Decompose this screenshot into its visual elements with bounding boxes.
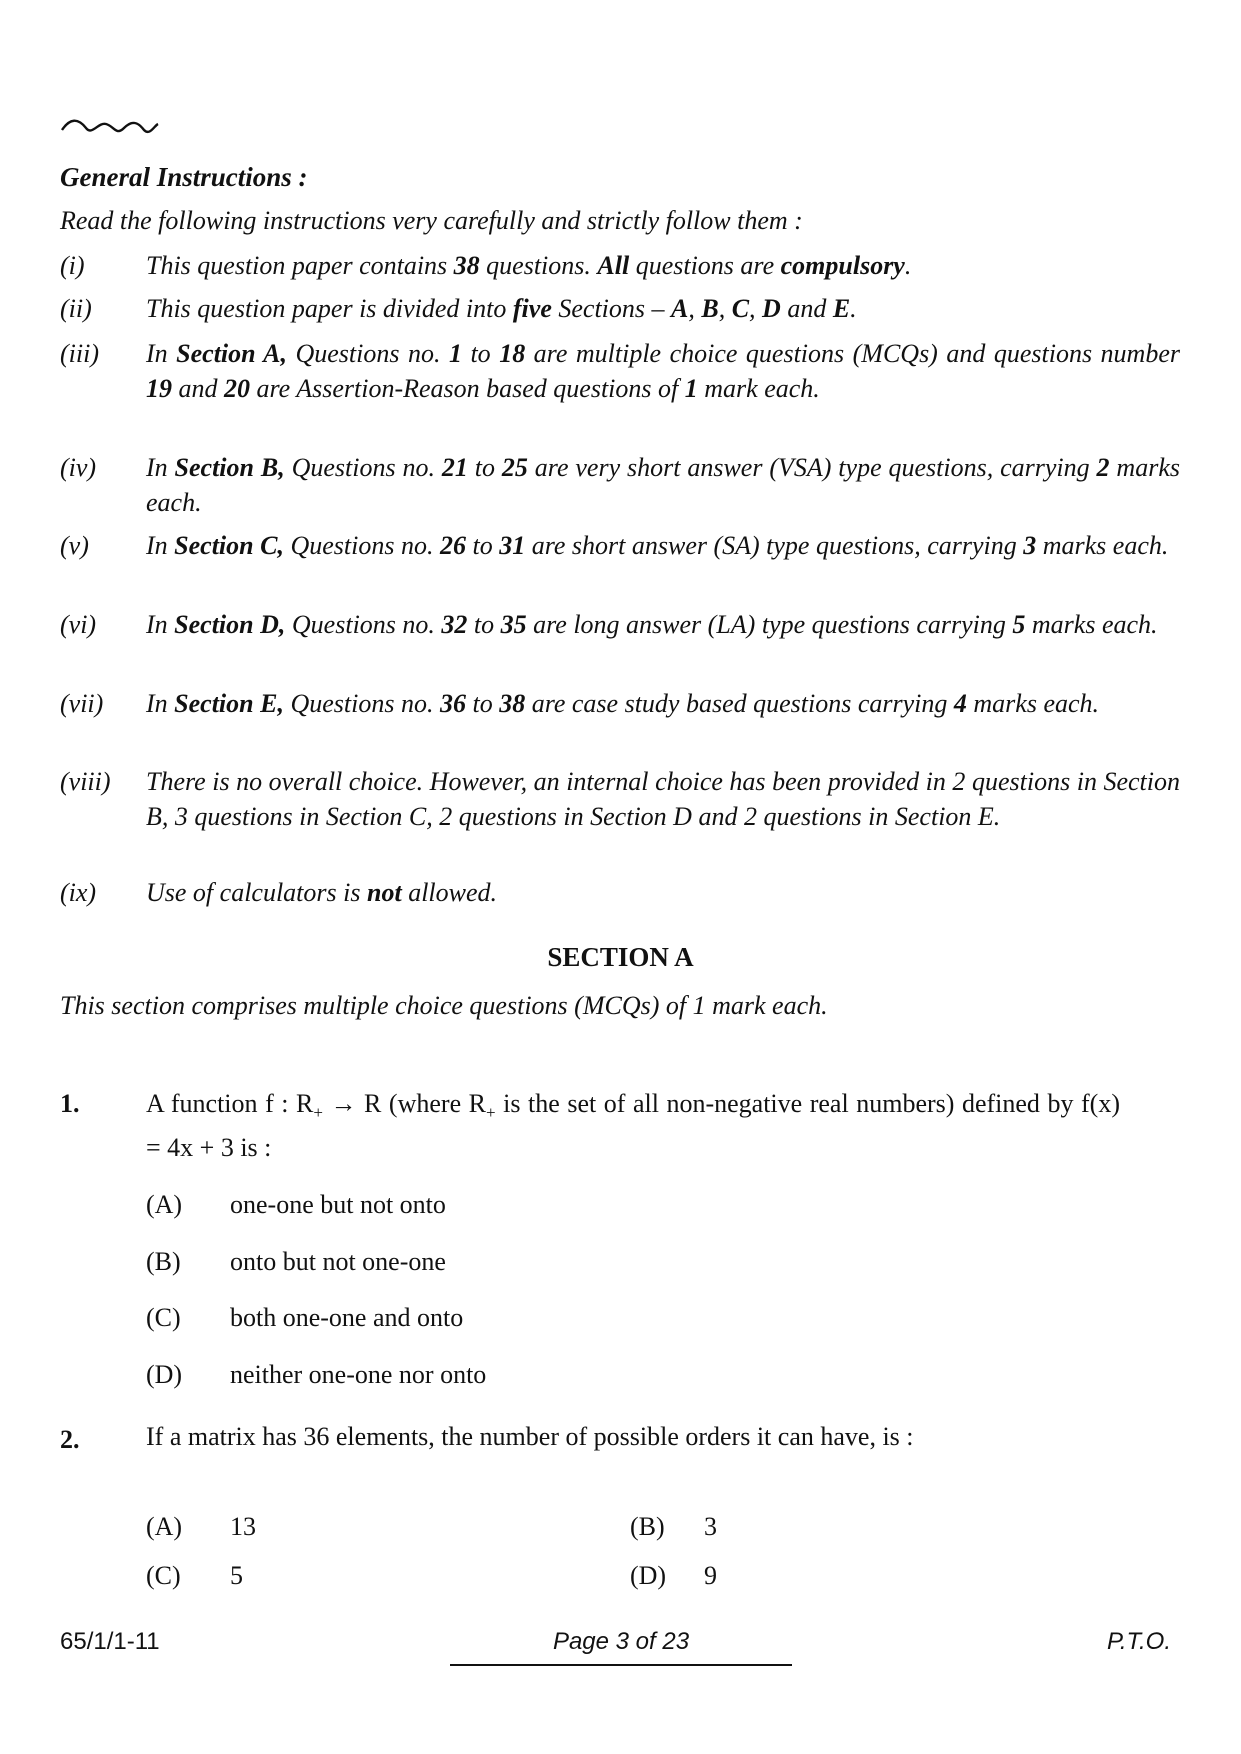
general-instructions-intro: Read the following instructions very carefully and strictly follow them :: [60, 206, 803, 235]
question-2: [60, 1418, 1120, 1456]
instruction-item: (iii) In Section A, Questions no. 1 to 18 are multiple choice questions (MCQs) and questions number 19 and 20 are Assertion-Reason based questions of 1 mark each.: [60, 339, 1180, 403]
exam-page: General Instructions : Read the following instructions very carefully and strictly follow them : (i) This question paper contains 38 questions. All questions are compulsory. (ii) This question paper is divided into five Sections – A, B, C, D and E. (iii) In Section A, Questions no. 1 to 18 are multiple choice questions (MCQs) and questions number 19 and 20 are Assertion-Reason based questions of 1 mark each. (iv) In Section B, Questions no. 21 to 25 are very short answer (VSA) type questions, carrying 2 marks each. (v) In Section C, Questions no. 26 to 31 are short answer (SA) type questions, carrying 3 marks each. (vi) In Section D, Questions no. 32 to 35 are long answer (LA) type questions carrying 5 marks each. (vii) In Section E, Questions no. 36 to 38 are case study based questions carrying 4 marks each. (viii) There is no overall choice. However, an internal choice has been provided in 2 questions in Section B, 3 questions in Section C, 2 questions in Section D and 2 questions in Section E. (ix) Use of calculators is not allowed. SECTION A This section comprises multiple choice questions (MCQs) of 1 mark each. 1. A function f : $R_+ \to R$ (where $R_+$ is the set of all non-negative real numbers) defined by f(x) = 4x + 3 is : (A) one-one but not onto (B) onto but not one-one (C) both one-one and onto (D) neither one-one nor onto 2. If a matrix has 36 elements, the number of possible orders it can have, is : (A) 13 (B) 3 (C) 5 (D) 9 65/1/1-11 Page 3 of 23 P.T.O.: [0, 0, 1241, 1754]
question-text: A function f : $R_+ \to R$ (where $R_+$ is the set of all non-negative real numbers) defined by f(x) = 4x + 3 is :: [146, 1089, 1120, 1162]
question-number: 1.: [60, 1089, 80, 1118]
instruction-item: (ii) This question paper is divided into five Sections – A, B, C, D and E.: [60, 294, 857, 323]
section-heading: SECTION A: [547, 942, 694, 972]
pto-label: P.T.O.: [1106, 1628, 1171, 1655]
section-description: This section comprises multiple choice questions (MCQs) of 1 mark each.: [60, 991, 828, 1020]
footer-underline: [450, 1664, 792, 1666]
instruction-item: (viii) There is no overall choice. However, an internal choice has been provided in 2 questions in Section B, 3 questions in Section C, 2 questions in Section D and 2 questions in Section E.: [60, 767, 1180, 831]
paper-code: 65/1/1-11: [60, 1628, 160, 1655]
instruction-item: (v) In Section C, Questions no. 26 to 31 are short answer (SA) type questions, carrying 3 marks each.: [60, 531, 1169, 560]
question-1: [60, 1082, 1120, 1170]
general-instructions-title: General Instructions :: [60, 162, 308, 192]
instruction-item: (ix) Use of calculators is not allowed.: [60, 878, 498, 907]
instruction-item: (vii) In Section E, Questions no. 36 to 38 are case study based questions carrying 4 marks each.: [60, 689, 1100, 718]
instruction-item: (i) This question paper contains 38 questions. All questions are compulsory.: [60, 251, 912, 280]
question-text: If a matrix has 36 elements, the number of possible orders it can have, is :: [146, 1422, 914, 1451]
instruction-item: (iv) In Section B, Questions no. 21 to 25 are very short answer (VSA) type questions, carrying 2 marks each.: [60, 453, 1180, 517]
question-number: 2.: [60, 1425, 80, 1454]
page-number: Page 3 of 23: [552, 1628, 690, 1655]
instruction-item: (vi) In Section D, Questions no. 32 to 35 are long answer (LA) type questions carrying 5 marks each.: [60, 610, 1158, 639]
squiggle-decoration: [60, 116, 160, 138]
